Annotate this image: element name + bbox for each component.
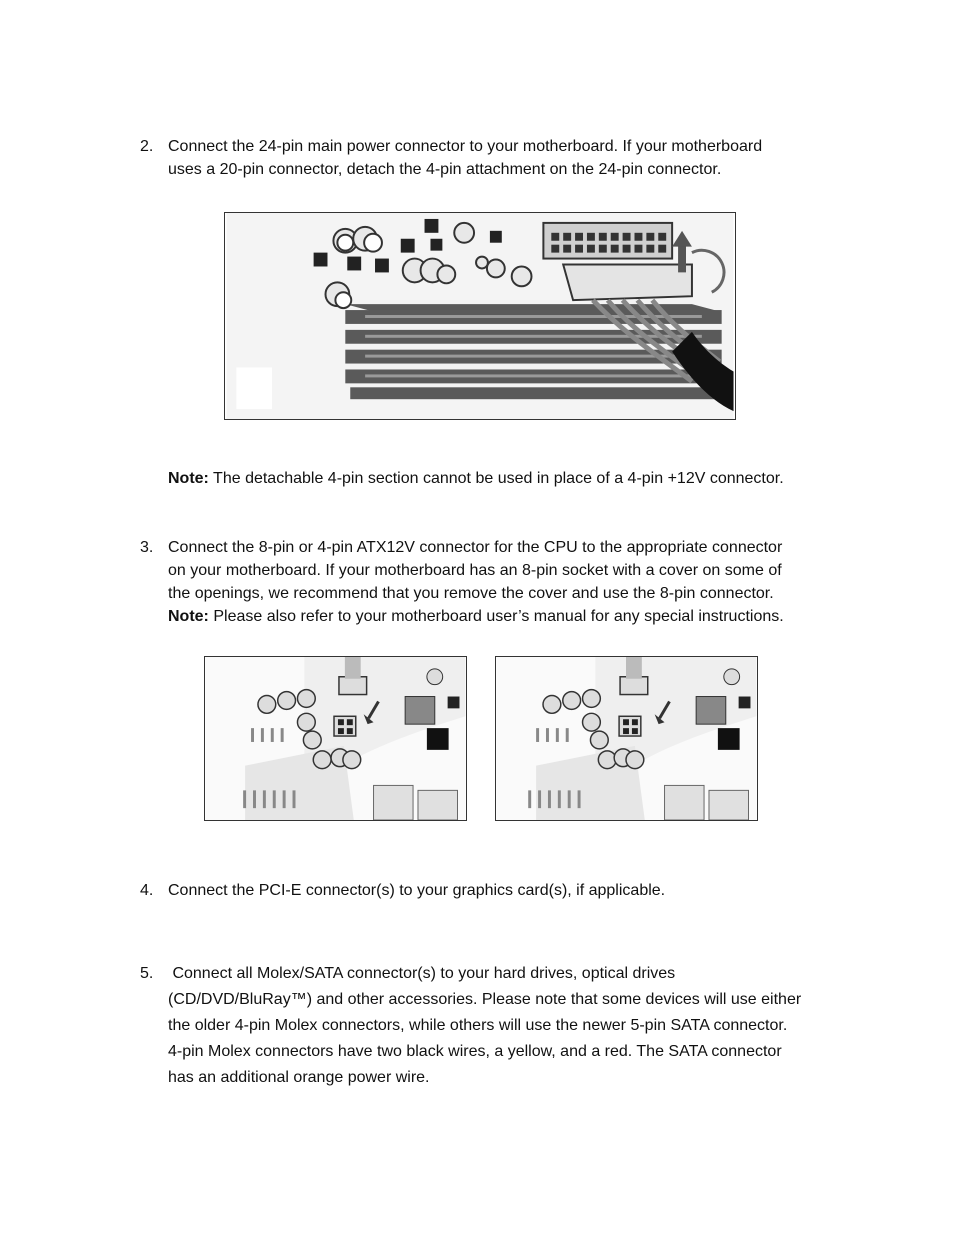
- step-number: 4.: [140, 882, 154, 899]
- note-text: The detachable 4-pin section cannot be used in place of a 4-pin +12V connector.: [208, 470, 784, 487]
- step-text-line: Connect the 8-pin or 4-pin ATX12V connector for the CPU to the appropriate connector: [168, 539, 783, 556]
- step-text-line: (CD/DVD/BluRay™) and other accessories. Please note that some devices will use either: [168, 991, 802, 1008]
- step-2: [140, 135, 860, 181]
- step-number: 5.: [140, 965, 154, 982]
- step-number: 2.: [140, 138, 154, 155]
- cpu-power-illustration: [205, 657, 466, 820]
- step-5: [140, 961, 860, 1091]
- motherboard-24pin-illustration: [225, 213, 735, 419]
- step-text-line: on your motherboard. If your motherboard has an 8-pin socket with a cover on some of: [168, 562, 782, 579]
- step-note-line: [168, 605, 860, 628]
- step-text-line: has an additional orange power wire.: [168, 1069, 430, 1086]
- note-label: Note:: [168, 608, 209, 625]
- step-text-line: 4-pin Molex connectors have two black wires, a yellow, and a red. The SATA connector: [168, 1043, 782, 1060]
- cpu-power-illustration: [496, 657, 757, 820]
- step-text-line: the older 4-pin Molex connectors, while others will use the newer 5-pin SATA connector.: [168, 1017, 788, 1034]
- step-text-line: Connect the PCI-E connector(s) to your graphics card(s), if applicable.: [168, 882, 666, 899]
- note-24pin: [168, 467, 784, 490]
- step-number: 3.: [140, 539, 154, 556]
- step-text-line: the openings, we recommend that you remove the cover and use the 8-pin connector.: [168, 585, 774, 602]
- figure-atx12v-right: [495, 656, 758, 821]
- step-4: [140, 879, 860, 902]
- note-label: Note:: [168, 470, 209, 487]
- figure-atx12v-left: [204, 656, 467, 821]
- figure-24pin-connector: [224, 212, 736, 420]
- note-text: Please also refer to your motherboard user’s manual for any special instructions.: [208, 608, 784, 625]
- step-text-line: Connect all Molex/SATA connector(s) to your hard drives, optical drives: [168, 965, 676, 982]
- step-text-line: Connect the 24-pin main power connector to your motherboard. If your motherboard: [168, 138, 763, 155]
- step-text-line: uses a 20-pin connector, detach the 4-pin attachment on the 24-pin connector.: [168, 161, 722, 178]
- step-3: [140, 536, 860, 628]
